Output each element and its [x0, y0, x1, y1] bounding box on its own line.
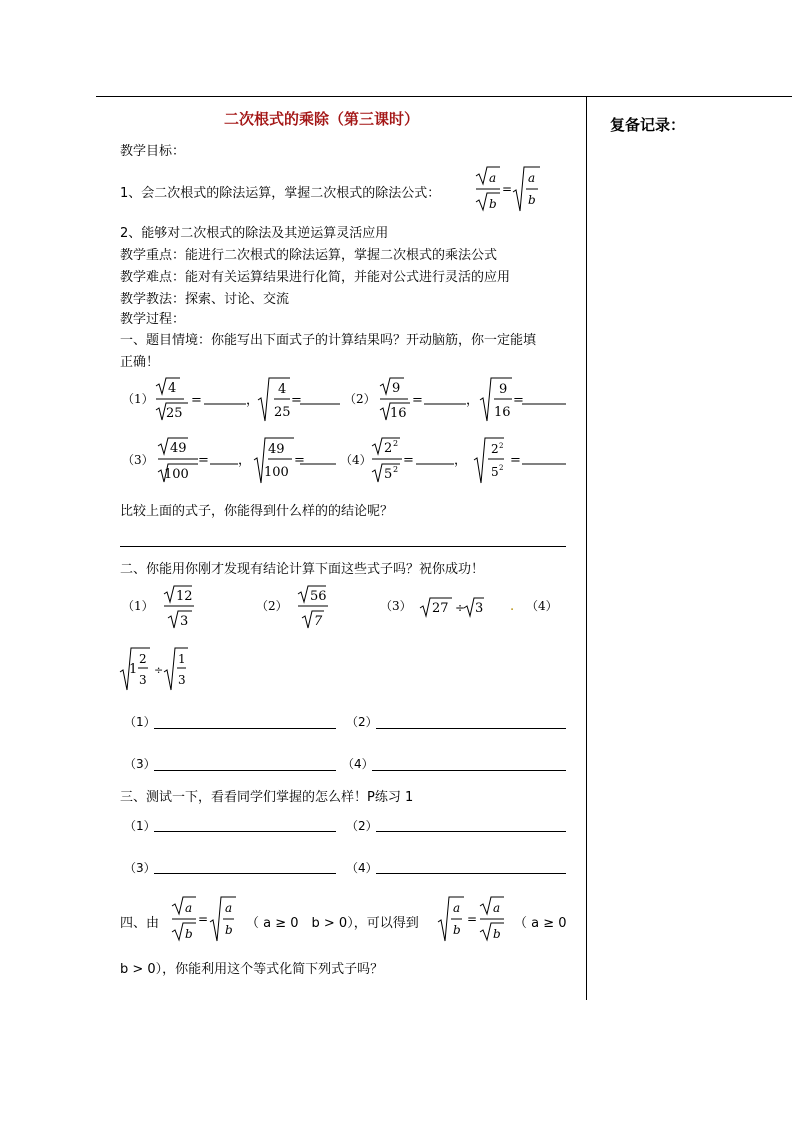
- svg-text:a: a: [453, 901, 461, 915]
- svg-text:3: 3: [475, 601, 484, 616]
- key-point: 教学重点：能进行二次根式的除法运算，掌握二次根式的乘法公式: [120, 248, 498, 263]
- goal-item-2: 2、能够对二次根式的除法及其逆运算灵活应用: [120, 226, 389, 241]
- svg-text:1: 1: [129, 662, 138, 677]
- s2-answer-label-1: （1）: [124, 715, 156, 729]
- svg-text:12: 12: [176, 589, 193, 604]
- section2-expression-4: [118, 646, 198, 692]
- svg-text:（2）: （2）: [344, 392, 376, 406]
- svg-text:=: =: [198, 453, 209, 468]
- svg-text:b: b: [493, 927, 501, 941]
- top-rule: [96, 96, 792, 97]
- svg-text:4: 4: [168, 381, 177, 396]
- svg-text:3: 3: [178, 673, 186, 687]
- svg-text:=: =: [513, 393, 524, 408]
- svg-text:（2）: （2）: [256, 599, 288, 613]
- svg-text:100: 100: [264, 465, 289, 480]
- page-title: 二次根式的乘除（第三课时）: [224, 110, 420, 128]
- svg-text:=: =: [502, 182, 513, 196]
- svg-text:3: 3: [139, 673, 147, 687]
- svg-text:49: 49: [268, 442, 285, 457]
- svg-text:=: =: [191, 393, 202, 408]
- goal-item-1: 1、会二次根式的除法运算，掌握二次根式的除法公式：: [120, 186, 441, 201]
- division-formula: [474, 164, 544, 214]
- s2-answer-line-2[interactable]: [376, 728, 566, 729]
- svg-text:=: =: [198, 912, 209, 926]
- section4-formula-1: [168, 894, 240, 944]
- svg-text:b: b: [528, 193, 536, 207]
- svg-text:4: 4: [278, 382, 287, 397]
- svg-text:3: 3: [180, 614, 189, 629]
- svg-text:a: a: [185, 901, 193, 915]
- section1-line1: 一、题目情境：你能写出下面式子的计算结果吗？开动脑筋，你一定能填: [120, 333, 537, 348]
- section4-line2: b > 0），你能利用这个等式化简下列式子吗？: [120, 962, 384, 977]
- svg-text:=: =: [291, 393, 302, 408]
- s3-answer-line-4[interactable]: [376, 873, 566, 874]
- s2-answer-line-3[interactable]: [154, 770, 336, 771]
- svg-text:a: a: [493, 901, 501, 915]
- svg-text:b: b: [453, 923, 461, 937]
- s2-answer-label-3: （3）: [124, 757, 156, 771]
- difficulty: 教学难点：能对有关运算结果进行化简，并能对公式进行灵活的应用: [120, 270, 511, 285]
- svg-text:=: =: [403, 453, 414, 468]
- s3-answer-label-4: （4）: [346, 861, 378, 875]
- svg-text:5: 5: [384, 467, 393, 482]
- section2-expressions: [118, 584, 570, 630]
- compare-question: 比较上面的式子，你能得到什么样的的结论呢？: [120, 504, 394, 519]
- s3-answer-label-1: （1）: [124, 819, 156, 833]
- process-heading: 教学过程：: [120, 312, 186, 327]
- s3-answer-label-3: （3）: [124, 861, 156, 875]
- section2-heading: 二、你能用你刚才发现有结论计算下面这些式子吗？祝你成功！: [120, 562, 485, 577]
- svg-text:a: a: [225, 901, 233, 915]
- svg-text:b: b: [489, 197, 497, 211]
- section4-condition-1: （ a ≥ 0 b > 0），可以得到: [246, 916, 419, 931]
- goals-heading: 教学目标：: [120, 144, 186, 159]
- s3-answer-line-1[interactable]: [154, 831, 336, 832]
- section1-row2-expressions: [118, 436, 570, 486]
- s2-answer-line-4[interactable]: [372, 770, 566, 771]
- section1-line2: 正确！: [120, 355, 160, 370]
- svg-text:=: =: [294, 453, 305, 468]
- svg-text:1: 1: [178, 652, 186, 666]
- s3-answer-line-3[interactable]: [154, 873, 336, 874]
- svg-text:.: .: [510, 599, 515, 614]
- svg-text:56: 56: [310, 589, 327, 604]
- svg-text:（3）: （3）: [380, 599, 412, 613]
- svg-text:2: 2: [393, 439, 399, 448]
- svg-text:（3）: （3）: [122, 453, 154, 467]
- section4-prefix: 四、由: [120, 916, 160, 931]
- s2-answer-line-1[interactable]: [154, 728, 336, 729]
- s2-answer-label-2: （2）: [346, 715, 378, 729]
- svg-text:2: 2: [139, 652, 147, 666]
- section1-row1-expressions: [118, 376, 570, 422]
- svg-text:100: 100: [164, 467, 189, 482]
- svg-text:a: a: [489, 171, 497, 185]
- svg-text:2: 2: [499, 464, 504, 472]
- svg-text:2: 2: [499, 442, 504, 450]
- svg-text:÷: ÷: [455, 601, 466, 615]
- svg-text:÷: ÷: [154, 664, 164, 677]
- svg-text:16: 16: [390, 406, 407, 421]
- svg-text:，: ，: [246, 393, 260, 408]
- svg-text:（4）: （4）: [526, 599, 558, 613]
- column-divider: [586, 96, 587, 1000]
- svg-text:b: b: [185, 927, 193, 941]
- section4-condition-2: （ a ≥ 0: [514, 916, 567, 931]
- s3-answer-label-2: （2）: [346, 819, 378, 833]
- svg-text:=: =: [412, 393, 423, 408]
- svg-text:9: 9: [499, 382, 508, 397]
- svg-text:=: =: [467, 912, 478, 926]
- svg-text:a: a: [528, 171, 536, 185]
- svg-text:5: 5: [491, 465, 499, 479]
- svg-text:，: ，: [238, 453, 252, 468]
- svg-text:，: ，: [466, 393, 480, 408]
- svg-text:9: 9: [392, 381, 401, 396]
- s2-answer-label-4: （4）: [342, 757, 374, 771]
- teaching-methods: 教学教法：探索、讨论、交流: [120, 292, 290, 307]
- svg-text:（1）: （1）: [122, 599, 154, 613]
- svg-text:25: 25: [166, 406, 183, 421]
- svg-text:（4）: （4）: [340, 453, 372, 467]
- svg-text:25: 25: [274, 405, 291, 420]
- svg-text:b: b: [225, 923, 233, 937]
- svg-text:16: 16: [494, 405, 511, 420]
- s3-answer-line-2[interactable]: [376, 831, 566, 832]
- svg-text:2: 2: [491, 442, 499, 456]
- answer-line-compare[interactable]: [120, 546, 566, 547]
- svg-text:49: 49: [170, 441, 187, 456]
- section4-formula-2: [436, 894, 508, 944]
- review-notes-label: 复备记录：: [610, 116, 686, 134]
- svg-text:，: ，: [454, 453, 468, 468]
- section3-heading: 三、测试一下，看看同学们掌握的怎么样！P练习 1: [120, 790, 414, 805]
- svg-text:27: 27: [432, 601, 449, 616]
- svg-text:7: 7: [314, 614, 323, 629]
- svg-text:2: 2: [393, 465, 399, 474]
- svg-text:=: =: [510, 453, 521, 468]
- svg-text:2: 2: [384, 441, 393, 456]
- svg-text:（1）: （1）: [122, 392, 154, 406]
